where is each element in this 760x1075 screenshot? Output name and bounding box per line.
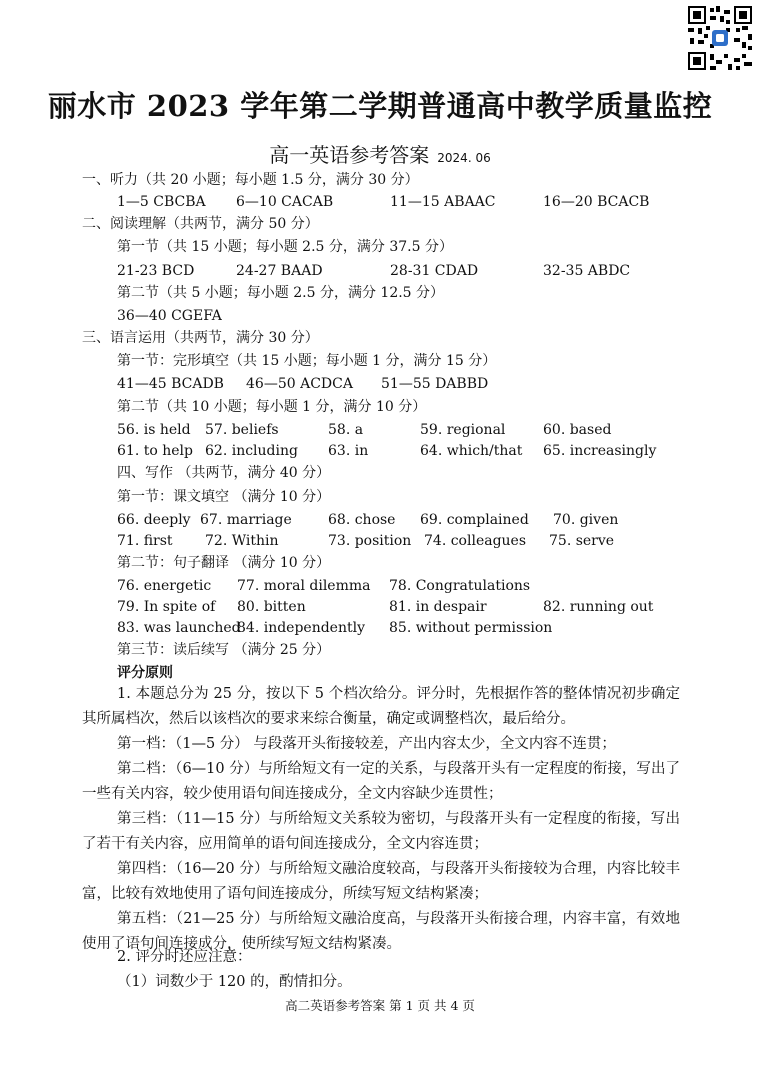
answer-group: 41—45 BCADB <box>117 376 224 392</box>
answer-item: 65. increasingly <box>543 443 657 459</box>
reading-part1-heading: 第一节（共 15 小题；每小题 2.5 分，满分 37.5 分） <box>117 239 453 255</box>
answer-item: 69. complained <box>420 512 529 528</box>
answer-item: 82. running out <box>543 599 654 615</box>
listening-heading: 一、听力（共 20 小题；每小题 1.5 分，满分 30 分） <box>82 172 419 188</box>
answer-group: 36—40 CGEFA <box>117 308 222 324</box>
reading-heading: 二、阅读理解（共两节，满分 50 分） <box>82 216 319 232</box>
qr-code-icon <box>686 4 754 72</box>
subtitle-text: 高一英语参考答案 <box>269 143 430 167</box>
grading-paragraph: 第一档：（1—5 分） 与段落开头衔接较差，产出内容太少，全文内容不连贯； <box>117 736 616 752</box>
answer-group: 6—10 CACAB <box>236 194 334 210</box>
answer-item: 67. marriage <box>200 512 292 528</box>
answer-group: 16—20 BCACB <box>543 194 650 210</box>
grading-paragraph: 第二档：（6—10 分）与所给短文有一定的关系，与段落开头有一定程度的衔接，写出了一些有关内容，较少使用语句间连接成分，全文内容缺少连贯性； <box>82 761 680 802</box>
answer-item: 70. given <box>553 512 619 528</box>
grading-paragraph: 2. 评分时还应注意： <box>117 949 252 965</box>
grammar-fill-heading: 第二节（共 10 小题；每小题 1 分，满分 10 分） <box>117 399 427 415</box>
answer-group: 51—55 DABBD <box>381 376 489 392</box>
answer-item: 62. including <box>205 443 298 459</box>
answer-item: 61. to help <box>117 443 193 459</box>
date: 2024. 06 <box>437 151 491 165</box>
answer-item: 74. colleagues <box>424 533 527 549</box>
grading-paragraph: 第五档：（21—25 分）与所给短文融洽度高，与段落开头衔接合理，内容丰富，有效地使用了语句间连接成分，使所续写短文结构紧凑。 <box>82 911 680 952</box>
grading-paragraph: 1. 本题总分为 25 分，按以下 5 个档次给分。评分时，先根据作答的整体情况初步确定其所属档次，然后以该档次的要求来综合衡量，确定或调整档次，最后给分。 <box>82 686 680 727</box>
answer-group: 32-35 ABDC <box>543 263 631 279</box>
answer-item: 57. beliefs <box>205 422 279 438</box>
text-fill-heading: 第一节：课文填空 （满分 10 分） <box>117 489 331 505</box>
answer-item: 59. regional <box>420 422 506 438</box>
answer-item: 60. based <box>543 422 612 438</box>
answer-item: 83. was launched <box>117 620 241 636</box>
answer-item: 79. In spite of <box>117 599 216 615</box>
answer-group: 28-31 CDAD <box>390 263 479 279</box>
answer-item: 73. position <box>328 533 412 549</box>
grading-paragraph: 第三档：（11—15 分）与所给短文关系较为密切，与段落开头有一定程度的衔接，写出了若干有关内容，应用简单的语句间连接成分，全文内容连贯； <box>82 811 680 852</box>
answer-item: 58. a <box>328 422 364 438</box>
answer-group: 1—5 CBCBA <box>117 194 206 210</box>
translation-heading: 第二节：句子翻译 （满分 10 分） <box>117 555 331 571</box>
language-use-heading: 三、语言运用（共两节，满分 30 分） <box>82 330 319 346</box>
answer-item: 63. in <box>328 443 369 459</box>
answer-item: 78. Congratulations <box>389 578 531 594</box>
answer-group: 24-27 BAAD <box>236 263 323 279</box>
answer-item: 77. moral dilemma <box>237 578 371 594</box>
grading-paragraph: 第四档：（16—20 分）与所给短文融洽度较高，与段落开头衔接较为合理，内容比较丰富，比较有效地使用了语句间连接成分，所续写短文结构紧凑； <box>82 861 680 902</box>
answer-group: 46—50 ACDCA <box>246 376 353 392</box>
grading-heading: 评分原则 <box>117 665 173 681</box>
answer-item: 72. Within <box>205 533 279 549</box>
answer-item: 66. deeply <box>117 512 191 528</box>
continuation-writing-heading: 第三节：读后续写 （满分 25 分） <box>117 642 331 658</box>
answer-item: 64. which/that <box>420 443 523 459</box>
answer-item: 56. is held <box>117 422 191 438</box>
page-title: 丽水市 2023 学年第二学期普通高中教学质量监控 <box>47 89 713 123</box>
answer-group: 21-23 BCD <box>117 263 195 279</box>
answer-item: 84. independently <box>237 620 365 636</box>
answer-group: 11—15 ABAAC <box>390 194 496 210</box>
answer-item: 81. in despair <box>389 599 487 615</box>
answer-item: 75. serve <box>549 533 615 549</box>
answer-item: 68. chose <box>328 512 396 528</box>
reading-part2-heading: 第二节（共 5 小题；每小题 2.5 分，满分 12.5 分） <box>117 285 445 301</box>
cloze-heading: 第一节：完形填空（共 15 小题；每小题 1 分，满分 15 分） <box>117 353 497 369</box>
writing-heading: 四、写作 （共两节，满分 40 分） <box>117 465 331 481</box>
page-subtitle <box>0 139 760 168</box>
grading-paragraph: （1）词数少于 120 的，酌情扣分。 <box>117 974 352 990</box>
answer-item: 85. without permission <box>389 620 553 636</box>
answer-item: 76. energetic <box>117 578 212 594</box>
answer-item: 71. first <box>117 533 173 549</box>
page-footer: 高二英语参考答案 第 1 页 共 4 页 <box>285 998 475 1013</box>
answer-item: 80. bitten <box>237 599 306 615</box>
